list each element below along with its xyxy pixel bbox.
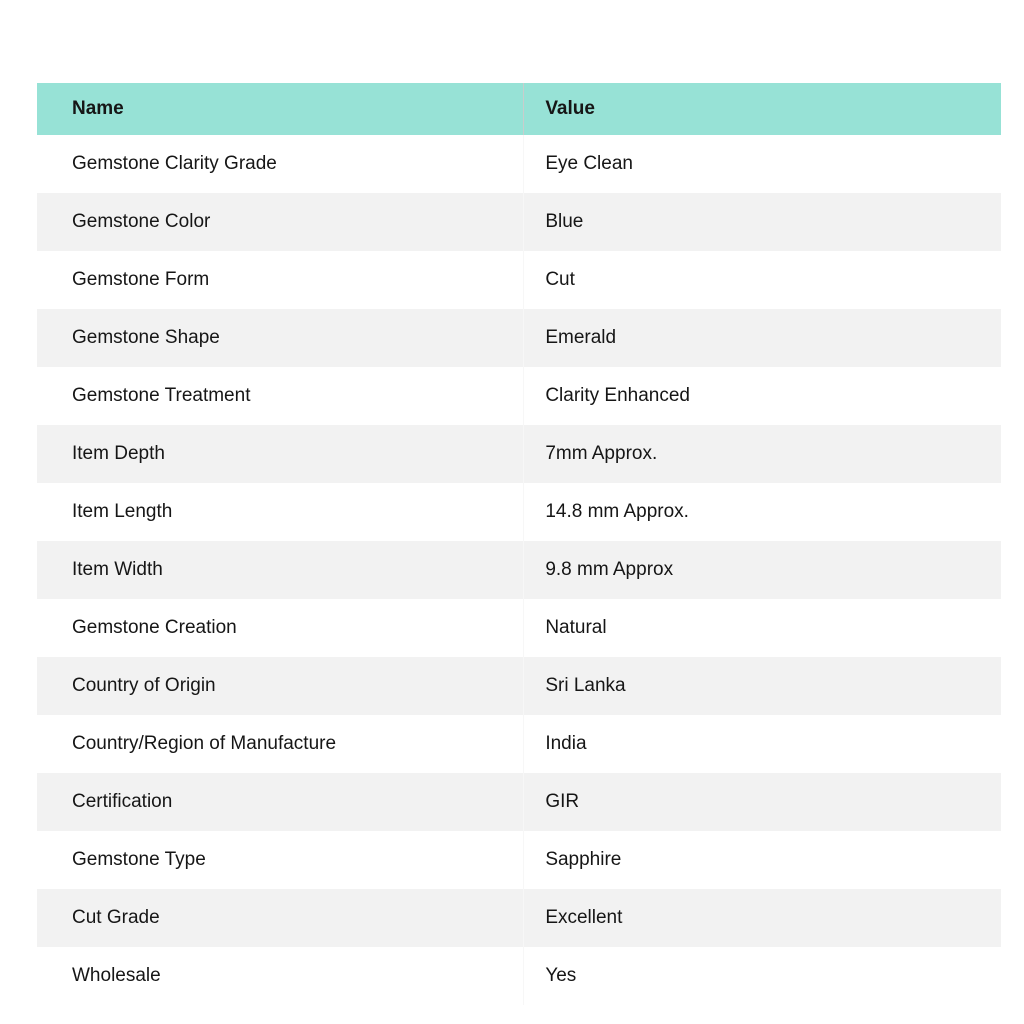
name-cell: Gemstone Form xyxy=(72,268,210,290)
value-cell: Sapphire xyxy=(524,831,1001,889)
name-cell: Item Depth xyxy=(72,442,165,464)
table-row xyxy=(37,367,1001,425)
name-cell: Gemstone Clarity Grade xyxy=(72,152,277,174)
name-cell: Item Length xyxy=(72,500,173,522)
name-cell: Gemstone Color xyxy=(72,210,211,232)
name-cell: Cut Grade xyxy=(72,906,160,928)
table-row xyxy=(37,773,1001,831)
value-cell: Yes xyxy=(524,947,1001,1005)
value-cell: India xyxy=(524,715,1001,773)
table-row xyxy=(37,715,1001,773)
table-row xyxy=(37,541,1001,599)
name-cell: Gemstone Treatment xyxy=(72,384,251,406)
table-row xyxy=(37,657,1001,715)
value-cell: Cut xyxy=(524,251,1001,309)
table-row xyxy=(37,193,1001,251)
name-cell: Gemstone Shape xyxy=(72,326,220,348)
value-cell: 7mm Approx. xyxy=(524,425,1001,483)
name-cell: Gemstone Type xyxy=(72,848,206,870)
name-cell: Certification xyxy=(72,790,173,812)
table-row xyxy=(37,599,1001,657)
value-cell: Blue xyxy=(524,193,1001,251)
value-cell: GIR xyxy=(524,773,1001,831)
name-cell: Country/Region of Manufacture xyxy=(72,732,337,754)
header-cell-name: Name xyxy=(37,83,524,135)
value-cell: 14.8 mm Approx. xyxy=(524,483,1001,541)
table-row xyxy=(37,889,1001,947)
value-cell: Excellent xyxy=(524,889,1001,947)
name-cell: Gemstone Creation xyxy=(72,616,237,638)
header-row xyxy=(37,83,1001,135)
name-cell: Country of Origin xyxy=(72,674,216,696)
table-body xyxy=(37,135,1001,1005)
value-cell: Sri Lanka xyxy=(524,657,1001,715)
table-row xyxy=(37,251,1001,309)
value-cell: Eye Clean xyxy=(524,135,1001,193)
item-specifics-table xyxy=(37,83,1001,1005)
table-row xyxy=(37,947,1001,1005)
value-cell: Clarity Enhanced xyxy=(524,367,1001,425)
name-cell: Wholesale xyxy=(72,964,161,986)
value-cell: Natural xyxy=(524,599,1001,657)
value-cell: Emerald xyxy=(524,309,1001,367)
table-row xyxy=(37,831,1001,889)
table-row xyxy=(37,483,1001,541)
table-row xyxy=(37,135,1001,193)
table-row xyxy=(37,309,1001,367)
name-cell: Item Width xyxy=(72,558,163,580)
table-row xyxy=(37,425,1001,483)
header-cell-value: Value xyxy=(524,83,1001,135)
value-cell: 9.8 mm Approx xyxy=(524,541,1001,599)
table-header xyxy=(37,83,1001,135)
